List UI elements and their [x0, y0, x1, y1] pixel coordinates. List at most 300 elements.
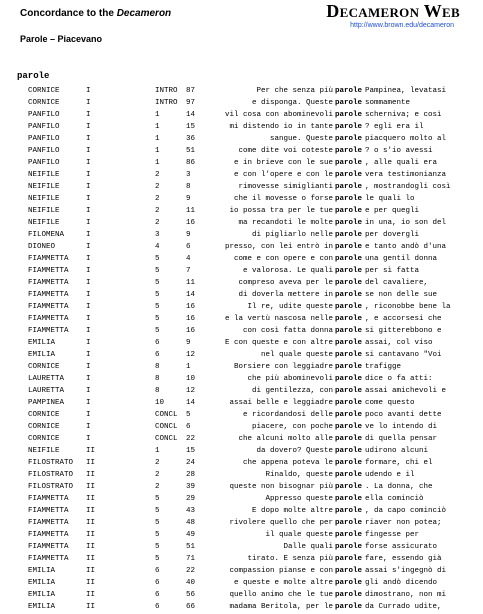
line-cell: 56: [186, 591, 196, 599]
line-cell: 16: [186, 219, 196, 227]
context-right: poco avanti dette: [365, 411, 442, 419]
speaker-cell: FIAMMETTA: [28, 315, 69, 323]
speaker-cell: NEIFILE: [28, 219, 60, 227]
speaker-cell: PANFILO: [28, 111, 60, 119]
day-cell: I: [86, 303, 91, 311]
concordance-row: [0, 385, 483, 397]
context-right: se non delle sue: [365, 291, 438, 299]
context-left: assai belle e leggiadre: [229, 399, 333, 407]
concordance-row: [0, 265, 483, 277]
context-right: le quali lo: [365, 195, 415, 203]
speaker-cell: FILOSTRATO: [28, 459, 74, 467]
day-cell: I: [86, 171, 91, 179]
line-cell: 40: [186, 579, 196, 587]
concordance-row: [0, 481, 483, 493]
speaker-cell: FIAMMETTA: [28, 279, 69, 287]
line-cell: 86: [186, 159, 196, 167]
day-cell: II: [86, 483, 96, 491]
context-right: vera testimonianza: [365, 171, 447, 179]
speaker-cell: FIAMMETTA: [28, 555, 69, 563]
speaker-cell: CORNICE: [28, 87, 60, 95]
keyword: parole: [335, 351, 363, 359]
speaker-cell: CORNICE: [28, 363, 60, 371]
context-left: rimovesse simiglianti: [238, 183, 333, 191]
keyword: parole: [335, 243, 363, 251]
keyword: parole: [335, 471, 363, 479]
speaker-cell: PANFILO: [28, 135, 60, 143]
context-right: ella cominciò: [365, 495, 424, 503]
keyword: parole: [335, 567, 363, 575]
context-left: ma recandoti le molte: [238, 219, 333, 227]
context-right: si cantavano "Voi: [365, 351, 442, 359]
context-right: . La donna, che: [365, 483, 433, 491]
concordance-row: [0, 145, 483, 157]
story-cell: 5: [155, 495, 160, 503]
title-work: Decameron: [116, 8, 172, 19]
concordance-row: [0, 301, 483, 313]
context-right: , riconobbe bene la: [365, 303, 451, 311]
story-cell: 5: [155, 543, 160, 551]
line-cell: 29: [186, 495, 196, 503]
day-cell: I: [86, 231, 91, 239]
speaker-cell: NEIFILE: [28, 183, 60, 191]
context-right: ? egli era il: [365, 123, 424, 131]
context-right: come questo: [365, 399, 415, 407]
day-cell: I: [86, 243, 91, 251]
line-cell: 9: [186, 231, 191, 239]
story-cell: 6: [155, 339, 160, 347]
concordance-row: [0, 241, 483, 253]
line-cell: 8: [186, 183, 191, 191]
line-cell: 71: [186, 555, 196, 563]
story-cell: 6: [155, 579, 160, 587]
speaker-cell: FIAMMETTA: [28, 495, 69, 503]
day-cell: I: [86, 135, 91, 143]
context-left: nel quale queste: [260, 351, 333, 359]
concordance-row: [0, 97, 483, 109]
line-cell: 49: [186, 531, 196, 539]
context-right: udendo e il: [365, 471, 415, 479]
story-cell: 1: [155, 123, 160, 131]
story-cell: 1: [155, 135, 160, 143]
story-cell: 1: [155, 159, 160, 167]
context-left: il quale queste: [265, 531, 333, 539]
concordance-row: [0, 85, 483, 97]
context-left: Il re, udite queste: [247, 303, 333, 311]
day-cell: I: [86, 183, 91, 191]
story-cell: CONCL: [155, 423, 178, 431]
keyword: parole: [335, 183, 363, 191]
speaker-cell: CORNICE: [28, 435, 60, 443]
line-cell: 39: [186, 483, 196, 491]
speaker-cell: FIAMMETTA: [28, 267, 69, 275]
story-cell: 5: [155, 303, 160, 311]
story-cell: 5: [155, 531, 160, 539]
keyword: parole: [335, 423, 363, 431]
story-cell: 1: [155, 111, 160, 119]
day-cell: II: [86, 447, 96, 455]
speaker-cell: FILOSTRATO: [28, 471, 74, 479]
speaker-cell: CORNICE: [28, 411, 60, 419]
context-left: come dite voi coteste: [238, 147, 333, 155]
concordance-row: [0, 493, 483, 505]
context-right: assai amichevoli e: [365, 387, 447, 395]
concordance-row: [0, 553, 483, 565]
line-cell: 87: [186, 87, 196, 95]
story-cell: 5: [155, 327, 160, 335]
keyword: parole: [335, 111, 363, 119]
story-cell: 2: [155, 459, 160, 467]
context-left: rivolere quello che per: [229, 519, 333, 527]
speaker-cell: CORNICE: [28, 99, 60, 107]
concordance-row: [0, 577, 483, 589]
day-cell: I: [86, 279, 91, 287]
context-right: sommamente: [365, 99, 411, 107]
context-right: gli andò dicendo: [365, 579, 438, 587]
site-url-link[interactable]: http://www.brown.edu/decameron: [350, 22, 454, 29]
line-cell: 97: [186, 99, 196, 107]
line-cell: 51: [186, 543, 196, 551]
concordance-row: [0, 421, 483, 433]
concordance-row: [0, 253, 483, 265]
context-left: Borsiere con leggiadre: [233, 363, 333, 371]
concordance-row: [0, 217, 483, 229]
line-cell: 28: [186, 471, 196, 479]
story-cell: 2: [155, 219, 160, 227]
context-right: Pampinea, levatasi: [365, 87, 447, 95]
context-left: che più abominevoli: [247, 375, 333, 383]
concordance-row: [0, 193, 483, 205]
keyword: parole: [335, 543, 363, 551]
day-cell: I: [86, 327, 91, 335]
context-left: di pigliarlo nelle: [251, 231, 333, 239]
story-cell: 5: [155, 555, 160, 563]
story-cell: 6: [155, 351, 160, 359]
context-right: per dovergli: [365, 231, 420, 239]
page-subtitle: Parole – Piacevano: [20, 34, 103, 44]
day-cell: II: [86, 519, 96, 527]
context-right: fingesse per: [365, 531, 420, 539]
keyword: parole: [335, 171, 363, 179]
keyword: parole: [335, 219, 363, 227]
keyword: parole: [335, 327, 363, 335]
title-prefix: Concordance to the: [20, 8, 117, 19]
day-cell: I: [86, 207, 91, 215]
day-cell: II: [86, 459, 96, 467]
concordance-row: [0, 169, 483, 181]
keyword: parole: [335, 447, 363, 455]
line-cell: 24: [186, 459, 196, 467]
context-right: udirono alcuni: [365, 447, 429, 455]
keyword: parole: [335, 363, 363, 371]
concordance-row: [0, 517, 483, 529]
day-cell: I: [86, 363, 91, 371]
context-right: per sì fatta: [365, 267, 420, 275]
concordance-row: [0, 505, 483, 517]
context-left: io possa tra per le tue: [229, 207, 333, 215]
line-cell: 14: [186, 399, 196, 407]
day-cell: II: [86, 591, 96, 599]
line-cell: 1: [186, 363, 191, 371]
speaker-cell: DIONEO: [28, 243, 56, 251]
context-left: sangue. Queste: [269, 135, 333, 143]
concordance-row: [0, 409, 483, 421]
keyword: parole: [335, 231, 363, 239]
day-cell: I: [86, 399, 91, 407]
line-cell: 51: [186, 147, 196, 155]
story-cell: 2: [155, 171, 160, 179]
day-cell: I: [86, 387, 91, 395]
keyword: parole: [335, 399, 363, 407]
day-cell: I: [86, 219, 91, 227]
speaker-cell: PAMPINEA: [28, 399, 65, 407]
context-left: Rinaldo, queste: [265, 471, 333, 479]
line-cell: 5: [186, 411, 191, 419]
context-left: Per che senza più: [256, 87, 333, 95]
concordance-row: [0, 469, 483, 481]
context-right: piacquero molto al: [365, 135, 447, 143]
day-cell: I: [86, 315, 91, 323]
context-right: riaver non potea;: [365, 519, 442, 527]
speaker-cell: NEIFILE: [28, 195, 60, 203]
context-left: e queste e molte altre: [233, 579, 333, 587]
concordance-row: [0, 181, 483, 193]
context-right: , da capo cominciò: [365, 507, 447, 515]
story-cell: 8: [155, 375, 160, 383]
context-left: compassion pianse e con: [229, 567, 333, 575]
speaker-cell: FIAMMETTA: [28, 531, 69, 539]
context-right: assai s'ingegnò di: [365, 567, 447, 575]
context-left: Appresso queste: [265, 495, 333, 503]
day-cell: II: [86, 543, 96, 551]
story-cell: 6: [155, 567, 160, 575]
day-cell: II: [86, 471, 96, 479]
keyword: parole: [335, 195, 363, 203]
day-cell: I: [86, 339, 91, 347]
day-cell: I: [86, 267, 91, 275]
keyword: parole: [335, 123, 363, 131]
context-left: Dalle quali: [283, 543, 333, 551]
context-left: e con l'opere e con le: [233, 171, 333, 179]
context-right: assai, col viso: [365, 339, 433, 347]
keyword: parole: [335, 147, 363, 155]
speaker-cell: FILOMENA: [28, 231, 65, 239]
speaker-cell: EMILIA: [28, 351, 56, 359]
story-cell: 2: [155, 483, 160, 491]
day-cell: I: [86, 159, 91, 167]
speaker-cell: NEIFILE: [28, 207, 60, 215]
concordance-row: [0, 565, 483, 577]
context-right: trafigge: [365, 363, 402, 371]
line-cell: 15: [186, 447, 196, 455]
page-title: [20, 8, 171, 19]
line-cell: 66: [186, 603, 196, 611]
day-cell: I: [86, 111, 91, 119]
speaker-cell: EMILIA: [28, 579, 56, 587]
speaker-cell: EMILIA: [28, 591, 56, 599]
context-right: , e accorsesi che: [365, 315, 442, 323]
speaker-cell: FIAMMETTA: [28, 543, 69, 551]
line-cell: 14: [186, 291, 196, 299]
story-cell: 5: [155, 279, 160, 287]
story-cell: 10: [155, 399, 165, 407]
day-cell: I: [86, 147, 91, 155]
line-cell: 16: [186, 303, 196, 311]
speaker-cell: FILOSTRATO: [28, 483, 74, 491]
line-cell: 9: [186, 195, 191, 203]
story-cell: 2: [155, 195, 160, 203]
line-cell: 14: [186, 111, 196, 119]
speaker-cell: PANFILO: [28, 147, 60, 155]
day-cell: II: [86, 531, 96, 539]
context-right: si gitterebbono e: [365, 327, 442, 335]
keyword: parole: [335, 435, 363, 443]
concordance-row: [0, 205, 483, 217]
day-cell: II: [86, 567, 96, 575]
line-cell: 6: [186, 243, 191, 251]
context-right: e tanto andò d'una: [365, 243, 447, 251]
keyword: parole: [335, 579, 363, 587]
line-cell: 22: [186, 435, 196, 443]
concordance-row: [0, 337, 483, 349]
speaker-cell: FIAMMETTA: [28, 255, 69, 263]
context-left: che il movesse o forse: [233, 195, 333, 203]
context-left: E con queste e con altre: [224, 339, 333, 347]
context-right: dimostrano, non mi: [365, 591, 447, 599]
day-cell: II: [86, 555, 96, 563]
line-cell: 11: [186, 279, 196, 287]
context-right: da Currado udite,: [365, 603, 442, 611]
context-left: come e con opere e con: [233, 255, 333, 263]
story-cell: 8: [155, 363, 160, 371]
concordance-row: [0, 529, 483, 541]
keyword: parole: [335, 507, 363, 515]
day-cell: II: [86, 495, 96, 503]
story-cell: 1: [155, 147, 160, 155]
context-left: che alcuni molto alle: [238, 435, 333, 443]
speaker-cell: FIAMMETTA: [28, 507, 69, 515]
keyword: parole: [335, 315, 363, 323]
context-left: piacere, con poche: [251, 423, 333, 431]
concordance-row: [0, 601, 483, 613]
speaker-cell: LAURETTA: [28, 375, 65, 383]
concordance-row: [0, 457, 483, 469]
concordance-list: [0, 85, 483, 613]
concordance-row: [0, 133, 483, 145]
keyword: parole: [335, 303, 363, 311]
story-cell: 2: [155, 207, 160, 215]
section-heading: parole: [17, 71, 50, 81]
concordance-row: [0, 433, 483, 445]
context-right: una gentil donna: [365, 255, 438, 263]
context-right: scherniva; e così: [365, 111, 442, 119]
context-left: E dopo molte altre: [251, 507, 333, 515]
context-left: e in brieve con le sue: [233, 159, 333, 167]
concordance-row: [0, 289, 483, 301]
keyword: parole: [335, 135, 363, 143]
keyword: parole: [335, 375, 363, 383]
story-cell: 2: [155, 471, 160, 479]
concordance-row: [0, 373, 483, 385]
speaker-cell: FIAMMETTA: [28, 519, 69, 527]
speaker-cell: CORNICE: [28, 423, 60, 431]
context-right: e per quegli: [365, 207, 420, 215]
story-cell: 5: [155, 507, 160, 515]
concordance-row: [0, 349, 483, 361]
keyword: parole: [335, 483, 363, 491]
speaker-cell: EMILIA: [28, 603, 56, 611]
context-right: dice o fa atti:: [365, 375, 433, 383]
keyword: parole: [335, 291, 363, 299]
keyword: parole: [335, 267, 363, 275]
story-cell: 5: [155, 519, 160, 527]
line-cell: 6: [186, 423, 191, 431]
concordance-row: [0, 397, 483, 409]
keyword: parole: [335, 87, 363, 95]
keyword: parole: [335, 279, 363, 287]
day-cell: II: [86, 579, 96, 587]
context-left: e disponga. Queste: [251, 99, 333, 107]
keyword: parole: [335, 495, 363, 503]
line-cell: 15: [186, 123, 196, 131]
line-cell: 43: [186, 507, 196, 515]
context-right: ? o s'io avessi: [365, 147, 433, 155]
context-right: in una, io son del: [365, 219, 447, 227]
keyword: parole: [335, 531, 363, 539]
keyword: parole: [335, 603, 363, 611]
story-cell: 1: [155, 447, 160, 455]
line-cell: 48: [186, 519, 196, 527]
day-cell: II: [86, 603, 96, 611]
keyword: parole: [335, 387, 363, 395]
story-cell: INTRO: [155, 99, 178, 107]
story-cell: 8: [155, 387, 160, 395]
keyword: parole: [335, 255, 363, 263]
keyword: parole: [335, 519, 363, 527]
speaker-cell: PANFILO: [28, 123, 60, 131]
line-cell: 10: [186, 375, 196, 383]
context-right: ve lo intendo di: [365, 423, 438, 431]
keyword: parole: [335, 459, 363, 467]
context-left: da dovero? Queste: [256, 447, 333, 455]
context-right: fare, essendo già: [365, 555, 442, 563]
story-cell: CONCL: [155, 411, 178, 419]
day-cell: I: [86, 123, 91, 131]
day-cell: I: [86, 195, 91, 203]
line-cell: 4: [186, 255, 191, 263]
site-brand: Decameron Web: [326, 1, 460, 21]
story-cell: 5: [155, 315, 160, 323]
concordance-row: [0, 541, 483, 553]
concordance-row: [0, 277, 483, 289]
context-left: e valorosa. Le quali: [242, 267, 333, 275]
day-cell: II: [86, 507, 96, 515]
context-left: e ricordandosi delle: [242, 411, 333, 419]
speaker-cell: LAURETTA: [28, 387, 65, 395]
concordance-row: [0, 445, 483, 457]
context-right: formare, chi el: [365, 459, 433, 467]
context-left: che appena poteva le: [242, 459, 333, 467]
story-cell: CONCL: [155, 435, 178, 443]
keyword: parole: [335, 207, 363, 215]
speaker-cell: EMILIA: [28, 567, 56, 575]
context-right: , mostrandogli così: [365, 183, 451, 191]
line-cell: 16: [186, 315, 196, 323]
line-cell: 7: [186, 267, 191, 275]
keyword: parole: [335, 339, 363, 347]
story-cell: 5: [155, 267, 160, 275]
context-left: mi distendo io in tante: [229, 123, 333, 131]
